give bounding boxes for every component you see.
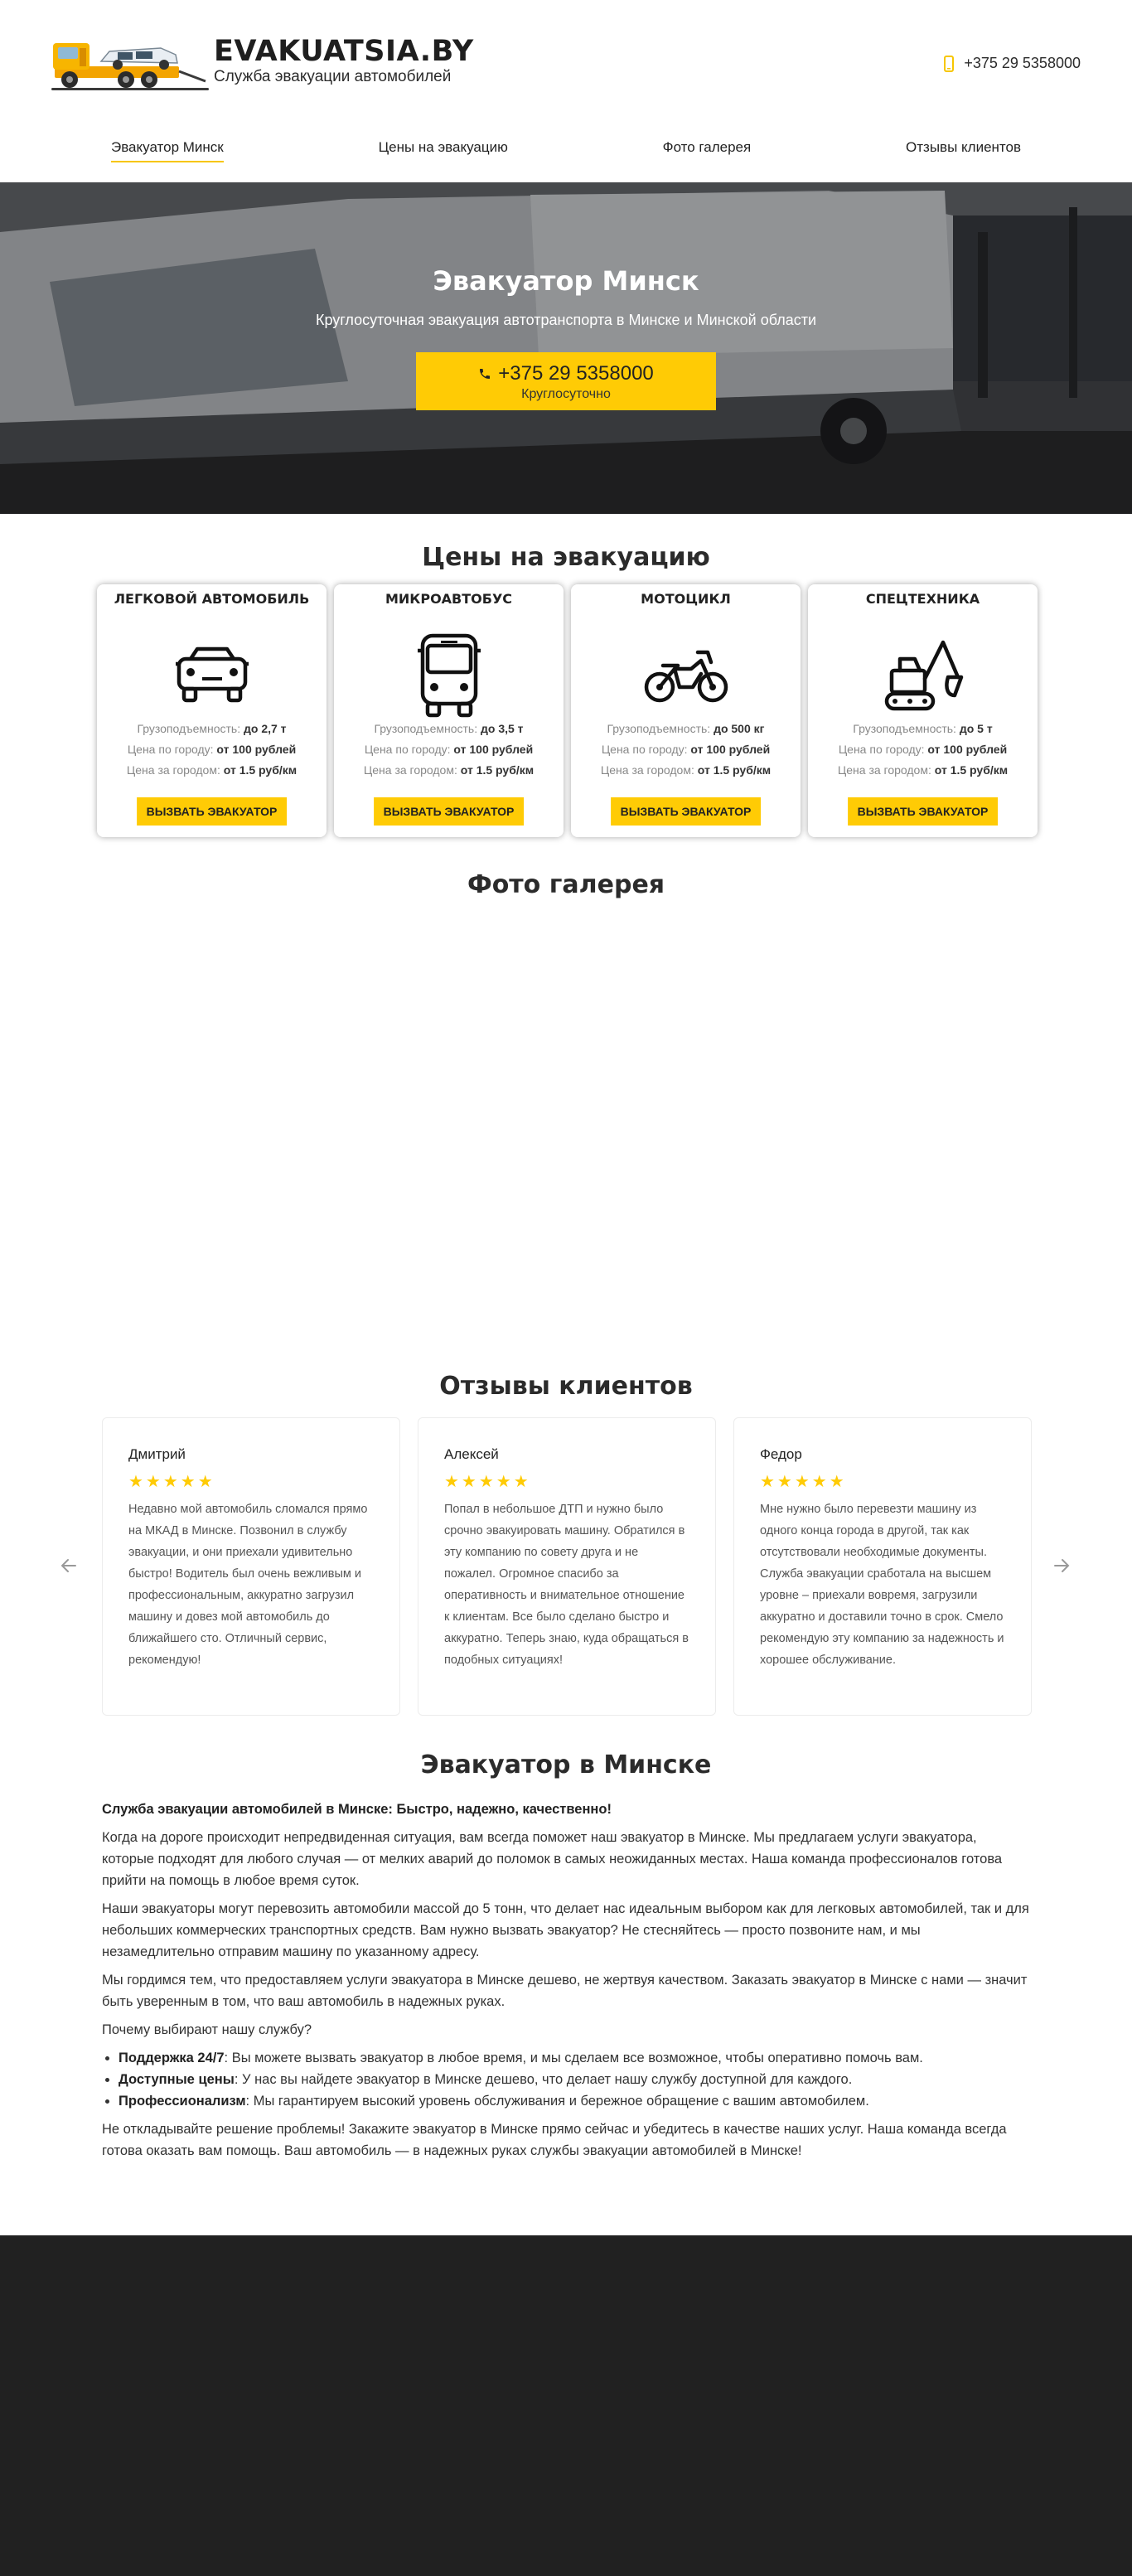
reviews-next-button[interactable] xyxy=(1052,1553,1071,1581)
card-title: МИКРОАВТОБУС xyxy=(385,591,513,607)
tow-truck-logo-icon xyxy=(51,30,209,93)
benefits-list xyxy=(119,2047,1030,2112)
mobile-phone-icon xyxy=(944,56,954,72)
list-item: • Доступные цены: У нас вы найдете эвакуатор в Минске дешево, что делает нашу службу доступной для каждого. xyxy=(119,2069,1030,2090)
outside-price-value: от 1.5 руб/км xyxy=(460,763,535,777)
logo[interactable] xyxy=(51,30,474,93)
card-title: СПЕЦТЕХНИКА xyxy=(865,591,980,607)
prices-title: Цены на эвакуацию xyxy=(422,543,710,572)
outside-price-label: Цена за городом: xyxy=(837,763,931,777)
review-text: Мне нужно было перевезти машину из одного конца города в другой, так как отсутствовали необходимые документы. Служба эвакуации сработала на высшем уровне – приехали вовремя, загрузили аккуратно и доставили точно в срок. Смело рекомендую эту компанию за надежность и хорошее обслуживание. xyxy=(760,1503,1004,1667)
article-paragraph: Почему выбирают нашу службу? xyxy=(102,2022,312,2037)
car-icon xyxy=(174,644,250,707)
review-stars-icon: ★★★★★ xyxy=(128,1473,215,1491)
article-paragraph: Когда на дороге происходит непредвиденная ситуация, вам всегда поможет наш эвакуатор в Минске. Мы предлагаем услуги эвакуатора, которые подходят для любого случая — от мелких аварий до поломок в самых неожиданных местах. Наша команда профессионалов готова прийти на помощь в любое время суток. xyxy=(102,1830,1003,1888)
call-evacuator-button-car[interactable]: ВЫЗВАТЬ ЭВАКУАТОР xyxy=(137,797,288,826)
hero-call-note: Круглосуточно xyxy=(521,387,611,401)
nav-item-prices[interactable]: Цены на эвакуацию xyxy=(378,139,508,155)
article-lead: Служба эвакуации автомобилей в Минске: Быстро, надежно, качественно! xyxy=(102,1802,612,1817)
nav-item-reviews[interactable]: Отзывы клиентов xyxy=(906,139,1021,155)
price-card-motorcycle xyxy=(571,584,801,837)
phone-icon xyxy=(478,367,491,380)
hero-title: Эвакуатор Минск xyxy=(433,265,699,297)
review-author: Дмитрий xyxy=(128,1446,186,1462)
header-phone-number: +375 29 5358000 xyxy=(964,55,1081,71)
hero-call-button[interactable] xyxy=(416,352,716,410)
hero-subtitle: Круглосуточная эвакуация автотранспорта в Минске и Минской области xyxy=(315,312,817,328)
capacity-label: Грузоподъемность: xyxy=(374,722,478,735)
nav-item-gallery[interactable]: Фото галерея xyxy=(662,139,752,155)
list-item: • Поддержка 24/7: Вы можете вызвать эвакуатор в любое время, и мы сделаем все возможное, чтобы оперативно помочь вам. xyxy=(119,2047,1030,2069)
city-price-label: Цена по городу: xyxy=(601,743,688,756)
city-price-value: от 100 рублей xyxy=(216,743,297,756)
reviews-prev-button[interactable] xyxy=(60,1553,78,1581)
gallery-area xyxy=(102,916,1030,1314)
outside-price-label: Цена за городом: xyxy=(600,763,694,777)
review-card xyxy=(102,1417,400,1716)
arrow-left-icon xyxy=(60,1557,78,1575)
review-author: Алексей xyxy=(444,1446,499,1462)
brand-tagline: Служба эвакуации автомобилей xyxy=(214,68,452,85)
review-card xyxy=(733,1417,1032,1716)
price-card-car xyxy=(97,584,327,837)
reviews-slider xyxy=(102,1417,1032,1716)
hero-call-phone: +375 29 5358000 xyxy=(498,362,654,385)
review-stars-icon: ★★★★★ xyxy=(444,1473,531,1491)
call-evacuator-button-minibus[interactable]: ВЫЗВАТЬ ЭВАКУАТОР xyxy=(374,797,525,826)
call-evacuator-button-motorcycle[interactable]: ВЫЗВАТЬ ЭВАКУАТОР xyxy=(611,797,762,826)
minibus-icon xyxy=(416,632,482,719)
review-author: Федор xyxy=(760,1446,802,1462)
capacity-value: до 2,7 т xyxy=(244,722,287,735)
city-price-value: от 100 рублей xyxy=(927,743,1008,756)
review-card xyxy=(418,1417,716,1716)
capacity-label: Грузоподъемность: xyxy=(853,722,956,735)
gallery-title: Фото галерея xyxy=(467,870,665,899)
article-paragraph: Не откладывайте решение проблемы! Закажите эвакуатор в Минске прямо сейчас и убедитесь в качестве наших услуг. Наша команда всегда готова оказать вам помощь. Ваш автомобиль — в надежных руках службы эвакуации автомобилей в Минске! xyxy=(102,2122,1007,2158)
call-evacuator-button-special[interactable]: ВЫЗВАТЬ ЭВАКУАТОР xyxy=(848,797,999,826)
price-card-minibus xyxy=(334,584,564,837)
outside-price-label: Цена за городом: xyxy=(363,763,457,777)
card-title: ЛЕГКОВОЙ АВТОМОБИЛЬ xyxy=(114,591,310,607)
header-phone-link[interactable] xyxy=(944,55,1081,72)
price-cards xyxy=(97,584,1038,837)
capacity-label: Грузоподъемность: xyxy=(607,722,711,735)
city-price-value: от 100 рублей xyxy=(690,743,771,756)
list-item: • Профессионализм: Мы гарантируем высокий уровень обслуживания и бережное обращение с вашим автомобилем. xyxy=(119,2090,1030,2112)
site-footer xyxy=(0,2235,1132,2576)
hero-content xyxy=(0,265,1132,410)
brand-name: EVAKUATSIA.BY xyxy=(214,35,474,68)
outside-price-label: Цена за городом: xyxy=(126,763,220,777)
city-price-value: от 100 рублей xyxy=(453,743,534,756)
card-title: МОТОЦИКЛ xyxy=(641,591,731,607)
city-price-label: Цена по городу: xyxy=(127,743,214,756)
capacity-label: Грузоподъемность: xyxy=(137,722,241,735)
city-price-label: Цена по городу: xyxy=(838,743,925,756)
outside-price-value: от 1.5 руб/км xyxy=(223,763,298,777)
excavator-icon xyxy=(882,637,965,714)
capacity-value: до 5 т xyxy=(959,722,993,735)
review-stars-icon: ★★★★★ xyxy=(760,1473,847,1491)
motorcycle-icon xyxy=(643,644,729,707)
capacity-value: до 500 кг xyxy=(714,722,765,735)
seo-article xyxy=(102,1799,1030,2168)
main-nav xyxy=(0,139,1132,162)
reviews-title: Отзывы клиентов xyxy=(439,1372,693,1401)
hero-banner xyxy=(0,182,1132,514)
price-card-special-equipment xyxy=(808,584,1038,837)
city-price-label: Цена по городу: xyxy=(364,743,451,756)
review-text: Недавно мой автомобиль сломался прямо на МКАД в Минске. Позвонил в службу эвакуации, и они приехали удивительно быстро! Водитель был очень вежливым и профессиональным, аккуратно загрузил машину и довез мой автомобиль до ближайшего сто. Отличный сервис, рекомендую! xyxy=(128,1503,368,1667)
article-title: Эвакуатор в Минске xyxy=(420,1750,712,1779)
nav-item-evacuator-minsk[interactable]: Эвакуатор Минск xyxy=(111,139,224,162)
capacity-value: до 3,5 т xyxy=(481,722,524,735)
outside-price-value: от 1.5 руб/км xyxy=(934,763,1009,777)
outside-price-value: от 1.5 руб/км xyxy=(697,763,772,777)
article-paragraph: Наши эвакуаторы могут перевозить автомобили массой до 5 тонн, что делает нас идеальным выбором как для легковых автомобилей, так и для небольших коммерческих транспортных средств. Вам нужно вызвать эвакуатор? Не стесняйтесь — просто позвоните нам, и мы незамедлительно отправим машину по указанному адресу. xyxy=(102,1901,1029,1959)
review-text: Попал в небольшое ДТП и нужно было срочно эвакуировать машину. Обратился в эту компанию по совету друга и не пожалел. Огромное спасибо за оперативность и внимательное отношение к клиентам. Все было сделано быстро и аккуратно. Теперь знаю, куда обращаться в подобных ситуациях! xyxy=(444,1503,689,1667)
arrow-right-icon xyxy=(1052,1557,1071,1575)
site-header xyxy=(0,0,1132,155)
article-paragraph: Мы гордимся тем, что предоставляем услуги эвакуатора в Минске дешево, не жертвуя качеством. Заказать эвакуатор в Минске с нами — значит быть уверенным в том, что ваш автомобиль в надежных руках. xyxy=(102,1973,1028,2009)
